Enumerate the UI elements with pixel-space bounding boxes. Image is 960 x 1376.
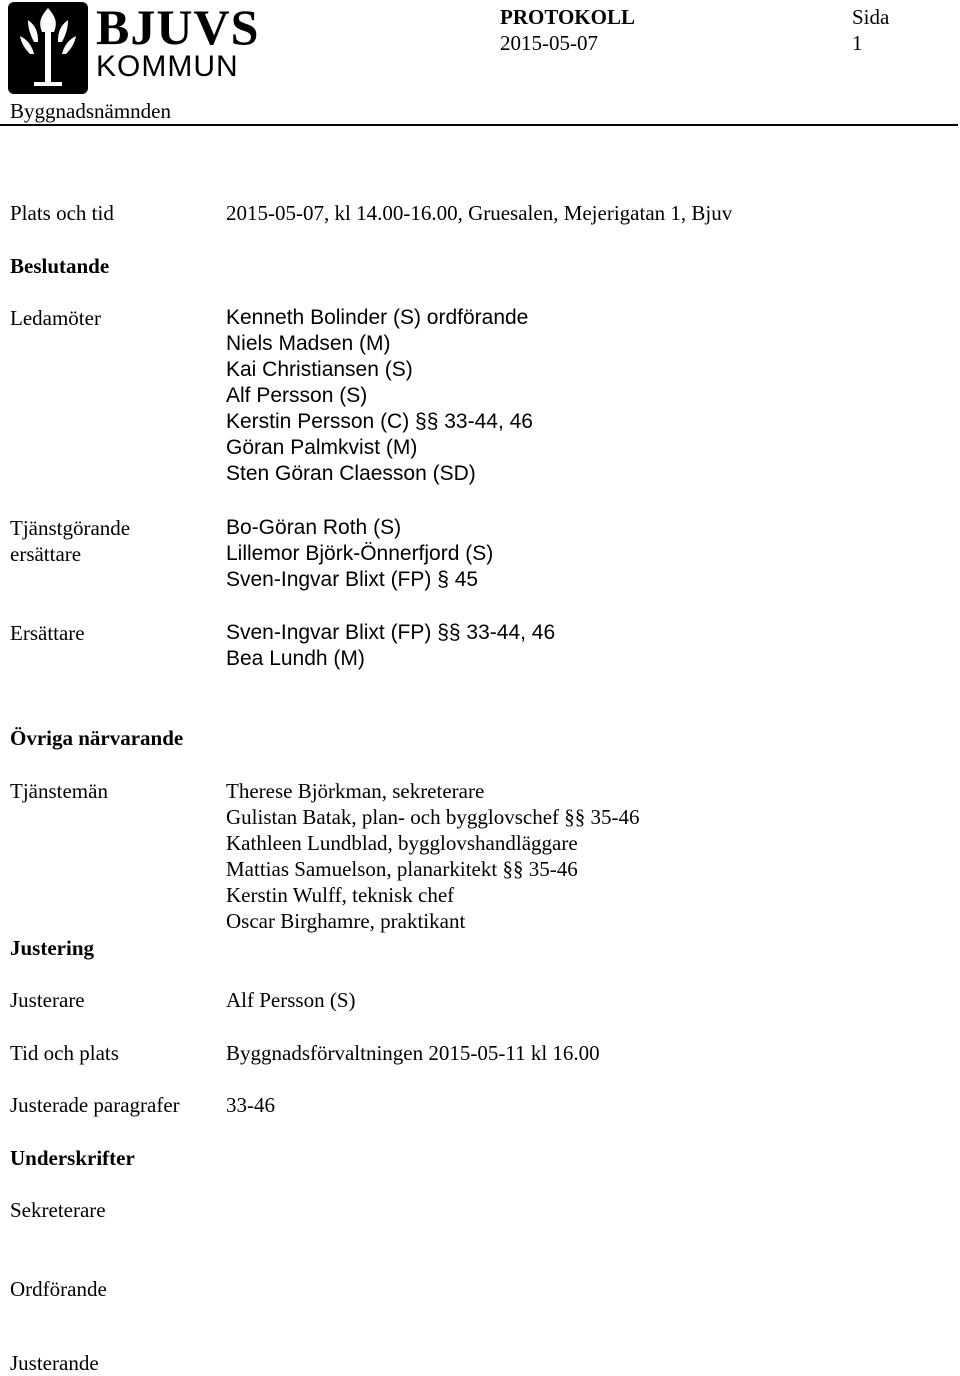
member-item: Kenneth Bolinder (S) ordförande — [226, 306, 529, 329]
adjusting-signature-label: Justerande — [10, 1351, 99, 1375]
official-item: Kathleen Lundblad, bygglovshandläggare — [226, 831, 578, 855]
members-list — [226, 305, 533, 487]
paragraphs-label: Justerade paragrafer — [10, 1093, 180, 1117]
time-place-value: Byggnadsförvaltningen 2015-05-11 kl 16.00 — [226, 1041, 600, 1065]
page-number: 1 — [852, 31, 863, 55]
substitute-item: Bo-Göran Roth (S) — [226, 516, 402, 539]
adjuster-label: Justerare — [10, 988, 85, 1012]
official-item: Oscar Birghamre, praktikant — [226, 909, 466, 933]
page-label: Sida — [852, 5, 890, 29]
municipality-logo-icon — [8, 2, 88, 94]
official-item: Mattias Samuelson, planarkitekt §§ 35-46 — [226, 857, 578, 881]
place-time-label: Plats och tid — [10, 201, 114, 225]
officials-list — [226, 778, 640, 934]
substitute-item: Sven-Ingvar Blixt (FP) §§ 33-44, 46 — [226, 621, 556, 644]
paragraphs-value: 33-46 — [226, 1093, 275, 1117]
member-item: Göran Palmkvist (M) — [226, 436, 418, 459]
secretary-signature-label: Sekreterare — [10, 1198, 106, 1222]
adjustment-heading: Justering — [10, 936, 94, 960]
signatures-heading: Underskrifter — [10, 1146, 135, 1170]
time-place-label: Tid och plats — [10, 1041, 119, 1065]
adjuster-value: Alf Persson (S) — [226, 988, 356, 1012]
substitute-item: Lillemor Björk-Önnerfjord (S) — [226, 542, 494, 565]
place-time-value: 2015-05-07, kl 14.00-16.00, Gruesalen, Mejerigatan 1, Bjuv — [226, 201, 733, 225]
logo-wordmark-line1: BJUVS — [96, 0, 260, 55]
official-item: Therese Björkman, sekreterare — [226, 779, 485, 803]
others-heading: Övriga närvarande — [10, 726, 184, 750]
member-item: Alf Persson (S) — [226, 384, 368, 407]
substitutes-list — [226, 620, 555, 672]
official-item: Gulistan Batak, plan- och bygglovschef §§ 35-46 — [226, 805, 640, 829]
department-name: Byggnadsnämnden — [10, 99, 171, 123]
document-type: PROTOKOLL — [500, 5, 635, 29]
member-item: Niels Madsen (M) — [226, 332, 391, 355]
deciding-heading: Beslutande — [10, 254, 110, 278]
members-label: Ledamöter — [10, 306, 101, 330]
member-item: Kai Christiansen (S) — [226, 358, 413, 381]
serving-substitutes-label: Tjänstgörande ersättare — [10, 516, 131, 566]
official-item: Kerstin Wulff, teknisk chef — [226, 883, 455, 907]
member-item: Sten Göran Claesson (SD) — [226, 462, 476, 485]
serving-substitutes-list — [226, 515, 493, 593]
substitute-item: Bea Lundh (M) — [226, 647, 365, 670]
document-date: 2015-05-07 — [500, 31, 598, 55]
substitute-item: Sven-Ingvar Blixt (FP) § 45 — [226, 568, 479, 591]
logo-wordmark-line2: KOMMUN — [96, 50, 239, 83]
header-divider — [0, 124, 958, 126]
chair-signature-label: Ordförande — [10, 1277, 107, 1301]
officials-label: Tjänstemän — [10, 779, 108, 803]
member-item: Kerstin Persson (C) §§ 33-44, 46 — [226, 410, 533, 433]
substitutes-label: Ersättare — [10, 621, 85, 645]
